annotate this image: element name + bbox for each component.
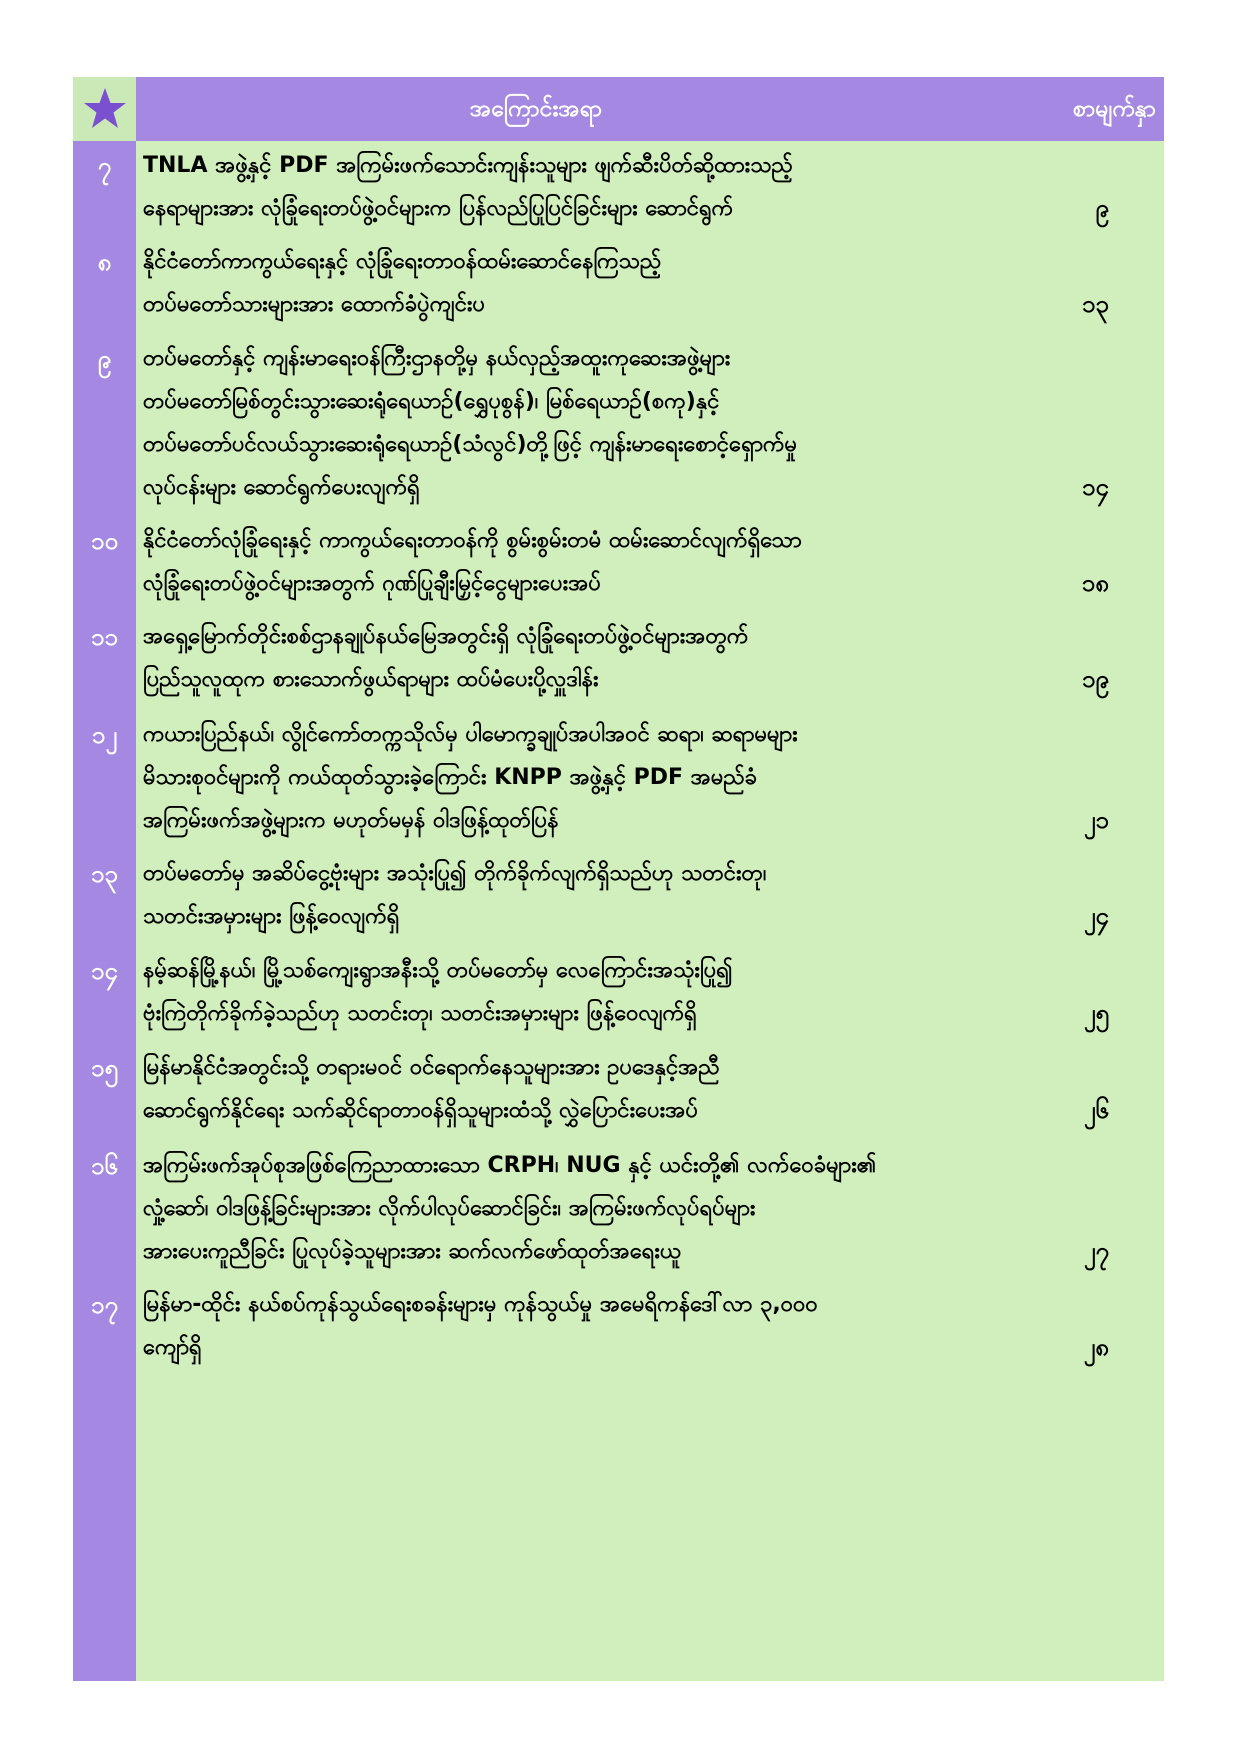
entry-title: အကြမ်းဖက်အုပ်စုအဖြစ်ကြေညာထားသော CRPH၊ NUG နှင့် ယင်းတို့၏ လက်ဝေခံများ၏ လှုံ့ဆော်၊ ဝါဒဖြန့်ခြင်းများအား လိုက်ပါလုပ်ဆောင်ခြင်း၊ အကြမ်းဖက်လုပ်ရပ်များ အားပေးကူညီခြင်း ပြုလုပ်ခဲ့သူများအား ဆက်လက်ဖော်ထုတ်အရေးယူ <box>143 1153 877 1264</box>
entry-title: ကယားပြည်နယ်၊ လွိုင်ကော်တက္ကသိုလ်မှ ပါမောက္ခချုပ်အပါအဝင် ဆရာ၊ ဆရာမများ မိသားစုဝင်များကို ကယ်ထုတ်သွားခဲ့ကြောင်း KNPP အဖွဲ့နှင့် PDF အမည်ခံ အကြမ်းဖက်အဖွဲ့များက မဟုတ်မမှန် ဝါဒဖြန့်ထုတ်ပြန် <box>143 722 798 833</box>
toc-entry[interactable] <box>73 615 1164 701</box>
star-icon <box>81 85 129 133</box>
entry-page: ၂၅ <box>1083 999 1109 1027</box>
toc-entry[interactable] <box>73 1144 1164 1273</box>
entry-title: နိုင်ငံတော်လုံခြုံရေးနှင့် ကာကွယ်ရေးတာဝန်ကို စွမ်းစွမ်းတမံ ထမ်းဆောင်လျက်ရှိသော လုံခြုံရေးတပ်ဖွဲ့ဝင်များအတွက် ဂုဏ်ပြုချီးမြှင့်ငွေများပေးအပ် <box>143 528 802 596</box>
entry-number: ၁၃ <box>91 860 118 888</box>
entry-number: ၁၂ <box>91 721 118 749</box>
entry-title: နိုင်ငံတော်ကာကွယ်ရေးနှင့် လုံခြုံရေးတာဝန်ထမ်းဆောင်နေကြသည့် တပ်မတော်သားများအား ထောက်ခံပွဲကျင်းပ <box>143 249 662 317</box>
table-of-contents <box>73 77 1164 1681</box>
entry-number: ၁၁ <box>91 623 118 651</box>
entry-number: ၁၇ <box>91 1291 118 1319</box>
entry-number: ၈ <box>97 248 112 276</box>
header-page-label: စာမျက်နှာ <box>1072 96 1156 122</box>
entry-title: မြန်မာ-ထိုင်း နယ်စပ်ကုန်သွယ်ရေးစခန်းများမှ ကုန်သွယ်မှု အမေရိကန်ဒေါ်လာ ၃,၀၀၀ ကျော်ရှိ <box>143 1292 818 1360</box>
toc-entry[interactable] <box>73 713 1164 842</box>
entry-page: ၉ <box>1095 194 1109 222</box>
toc-entry[interactable] <box>73 144 1164 230</box>
entry-number: ၁၆ <box>91 1152 118 1180</box>
entry-page: ၁၈ <box>1081 569 1109 597</box>
toc-entry[interactable] <box>73 949 1164 1035</box>
entry-number: ၉ <box>97 345 112 373</box>
entry-title: တပ်မတော်မှ အဆိပ်ငွေ့ဗုံးများ အသုံးပြု၍ တိုက်ခိုက်လျက်ရှိသည်ဟု သတင်းတု၊ သတင်းအမှားများ ဖြန့်ဝေလျက်ရှိ <box>143 861 767 929</box>
entry-title: အရှေ့မြောက်တိုင်းစစ်ဌာနချုပ်နယ်မြေအတွင်းရှိ လုံခြုံရေးတပ်ဖွဲ့ဝင်များအတွက် ပြည်သူလူထုက စားသောက်ဖွယ်ရာများ ထပ်မံပေးပို့လှူဒါန်း <box>143 624 749 692</box>
toc-entry[interactable] <box>73 852 1164 938</box>
toc-entry[interactable] <box>73 337 1164 509</box>
entry-page: ၁၃ <box>1082 290 1109 318</box>
toc-entry[interactable] <box>73 1046 1164 1132</box>
entry-number: ၇ <box>97 152 112 180</box>
entry-page: ၂၇ <box>1083 1237 1109 1265</box>
entry-page: ၂၁ <box>1083 806 1109 834</box>
entry-title: TNLA အဖွဲ့နှင့် PDF အကြမ်းဖက်သောင်းကျန်းသူများ ဖျက်ဆီးပိတ်ဆို့ထားသည့် နေရာများအား လုံခြုံရေးတပ်ဖွဲ့ဝင်များက ပြန်လည်ပြုပြင်ခြင်းများ ဆောင်ရွက် <box>143 153 793 221</box>
entry-page: ၁၄ <box>1082 473 1109 501</box>
entry-title: တပ်မတော်နှင့် ကျန်းမာရေးဝန်ကြီးဌာနတို့မှ နယ်လှည့်အထူးကုဆေးအဖွဲ့များ တပ်မတော်မြစ်တွင်းသွားဆေးရုံရေယာဉ်(ရွှေပုစွန်)၊ မြစ်ရေယာဉ်(စကု)နှင့် တပ်မတော်ပင်လယ်သွားဆေးရုံရေယာဉ်(သံလွင်)တို့ဖြင့် ကျန်းမာရေးစောင့်ရှောက်မှု လုပ်ငန်းများ ဆောင်ရွက်ပေးလျက်ရှိ <box>143 346 798 500</box>
toc-entry[interactable] <box>73 1283 1164 1369</box>
entry-number: ၁၀ <box>91 527 118 555</box>
entry-number: ၁၄ <box>91 957 118 985</box>
entry-title: နမ့်ဆန်မြို့နယ်၊ မြို့သစ်ကျေးရွာအနီးသို့ တပ်မတော်မှ လေကြောင်းအသုံးပြု၍ ဗုံးကြဲတိုက်ခိုက်ခဲ့သည်ဟု သတင်းတု၊ သတင်းအမှားများ ဖြန့်ဝေလျက်ရှိ <box>143 958 733 1026</box>
entry-title: မြန်မာနိုင်ငံအတွင်းသို့ တရားမဝင် ဝင်ရောက်နေသူများအား ဥပဒေနှင့်အညီ ဆောင်ရွက်နိုင်ရေး သက်ဆိုင်ရာတာဝန်ရှိသူများထံသို့ လွှဲပြောင်းပေးအပ် <box>143 1055 720 1123</box>
entry-page: ၁၉ <box>1082 665 1109 693</box>
star-cell <box>73 77 136 141</box>
entry-page: ၂၆ <box>1083 1096 1109 1124</box>
toc-entry[interactable] <box>73 519 1164 605</box>
entry-page: ၂၄ <box>1083 902 1109 930</box>
entry-number: ၁၅ <box>91 1054 118 1082</box>
toc-header <box>136 77 1164 141</box>
toc-entry[interactable] <box>73 240 1164 326</box>
header-title: အကြောင်းအရာ <box>469 96 603 122</box>
entry-page: ၂၈ <box>1083 1333 1109 1361</box>
